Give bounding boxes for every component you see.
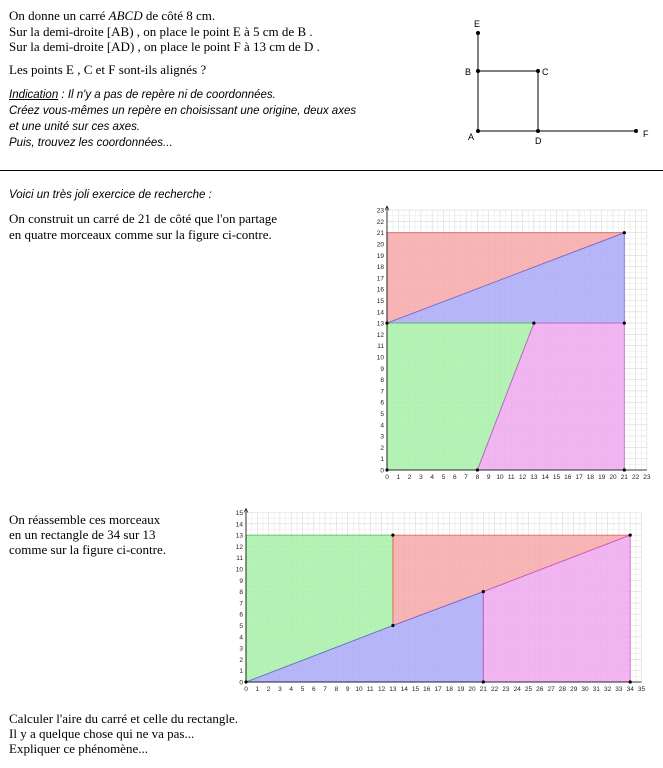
x-tick-label: 16: [423, 686, 431, 693]
y-tick-label: 0: [239, 679, 243, 687]
x-tick-label: 7: [464, 474, 468, 481]
vertex-dot: [629, 534, 632, 537]
x-tick-label: 12: [518, 474, 527, 481]
y-tick-label: 17: [376, 275, 384, 283]
x-tick-label: 32: [603, 686, 612, 693]
x-tick-label: 20: [468, 686, 476, 693]
problem1-line2: Sur la demi-droite [AB) , on place le point E à 5 cm de B .: [9, 24, 313, 39]
y-tick-label: 10: [235, 566, 243, 574]
x-tick-label: 27: [547, 686, 555, 693]
x-tick-label: 4: [430, 474, 435, 481]
problem1-hint3: et une unité sur ces axes.: [9, 121, 141, 133]
x-tick-label: 13: [389, 686, 397, 693]
x-tick-label: 7: [323, 686, 327, 693]
problem1-hint2: Créez vous-mêmes un repère en choisissant une origine, deux axes: [9, 105, 357, 117]
y-tick-label: 14: [235, 521, 243, 529]
x-tick-label: 18: [586, 474, 595, 481]
y-tick-label: 9: [239, 577, 243, 585]
x-tick-label: 25: [524, 686, 533, 693]
y-tick-label: 21: [376, 230, 384, 238]
x-tick-label: 22: [631, 474, 640, 481]
problem1-line1: On donne un carré ABCD de côté 8 cm.: [9, 8, 216, 23]
x-tick-label: 33: [615, 686, 623, 693]
problem1-hint4: Puis, trouvez les coordonnées...: [9, 137, 173, 149]
x-tick-label: 24: [513, 686, 521, 693]
y-tick-label: 15: [235, 510, 243, 517]
x-tick-label: 14: [541, 474, 549, 481]
y-tick-label: 4: [239, 634, 243, 642]
x-tick-label: 2: [407, 474, 412, 481]
x-tick-label: 17: [434, 686, 442, 693]
question-2: Il y a quelque chose qui ne va pas...: [9, 726, 195, 741]
x-tick-label: 26: [536, 686, 544, 693]
y-tick-label: 13: [235, 532, 243, 540]
y-tick-label: 22: [376, 218, 384, 226]
x-tick-label: 5: [300, 686, 305, 693]
square-text-line1: On construit un carré de 21 de côté que l'on partage: [9, 211, 278, 226]
x-tick-label: 19: [457, 686, 465, 693]
x-tick-label: 9: [345, 686, 350, 693]
x-tick-label: 35: [637, 686, 646, 693]
label-E: E: [474, 19, 481, 29]
y-tick-label: 14: [376, 309, 384, 317]
y-tick-label: 12: [235, 543, 243, 551]
y-tick-label: 9: [380, 365, 384, 373]
x-tick-label: 28: [558, 686, 567, 693]
y-tick-label: 3: [239, 645, 243, 653]
y-tick-label: 2: [239, 656, 243, 664]
x-tick-label: 8: [475, 474, 480, 481]
label-B: B: [465, 67, 472, 77]
x-tick-label: 0: [385, 474, 389, 481]
vertex-dot: [244, 680, 247, 683]
x-tick-label: 29: [570, 686, 578, 693]
x-tick-label: 10: [496, 474, 504, 481]
y-tick-label: 1: [380, 456, 384, 464]
x-tick-label: 19: [598, 474, 606, 481]
x-tick-label: 11: [507, 474, 515, 481]
y-tick-label: 7: [380, 388, 384, 396]
x-tick-label: 9: [486, 474, 491, 481]
y-tick-label: 11: [236, 555, 243, 563]
x-tick-label: 34: [626, 686, 634, 693]
y-tick-label: 6: [239, 611, 243, 619]
x-tick-label: 23: [502, 686, 510, 693]
y-tick-label: 0: [380, 467, 384, 475]
y-tick-label: 15: [376, 298, 384, 305]
y-tick-label: 23: [376, 207, 384, 215]
problem1-line3: Sur la demi-droite [AD) , on place le point F à 13 cm de D .: [9, 39, 320, 54]
x-tick-label: 12: [377, 686, 386, 693]
x-tick-label: 23: [643, 474, 651, 481]
x-tick-label: 15: [411, 686, 420, 693]
y-tick-label: 16: [376, 286, 384, 294]
y-tick-label: 3: [380, 433, 384, 441]
x-tick-label: 6: [311, 686, 316, 693]
rect-text-line3: comme sur la figure ci-contre.: [9, 542, 167, 557]
square-text-line2: en quatre morceaux comme sur la figure ci-contre.: [9, 227, 272, 242]
x-tick-label: 30: [581, 686, 589, 693]
x-tick-label: 2: [266, 686, 271, 693]
y-tick-label: 2: [380, 444, 384, 452]
question-3: Expliquer ce phénomène...: [9, 741, 148, 756]
x-tick-label: 4: [289, 686, 294, 693]
label-F: F: [643, 129, 649, 139]
x-tick-label: 22: [490, 686, 499, 693]
y-tick-label: 20: [376, 241, 384, 249]
y-tick-label: 8: [380, 377, 384, 385]
x-tick-label: 21: [620, 474, 628, 481]
x-tick-label: 17: [575, 474, 583, 481]
x-tick-label: 8: [334, 686, 339, 693]
x-tick-label: 21: [479, 686, 487, 693]
y-tick-label: 10: [376, 354, 384, 362]
indication-label: Indication: [9, 89, 59, 101]
vertex-dot: [391, 534, 394, 537]
y-tick-label: 8: [239, 589, 243, 597]
y-tick-label: 1: [239, 668, 243, 676]
y-tick-label: 4: [380, 422, 384, 430]
vertex-dot: [629, 680, 632, 683]
x-tick-label: 14: [400, 686, 408, 693]
rect-text-line2: en un rectangle de 34 sur 13: [9, 527, 156, 542]
x-tick-label: 18: [445, 686, 454, 693]
problem2-intro: Voici un très joli exercice de recherche :: [9, 189, 212, 201]
y-tick-label: 11: [377, 343, 384, 351]
vertex-dot: [482, 590, 485, 593]
y-tick-label: 5: [380, 411, 384, 418]
x-tick-label: 1: [396, 474, 401, 481]
x-tick-label: 10: [355, 686, 363, 693]
x-tick-label: 5: [441, 474, 446, 481]
y-tick-label: 6: [380, 399, 384, 407]
x-tick-label: 31: [592, 686, 600, 693]
y-tick-label: 19: [376, 252, 384, 260]
y-tick-label: 12: [376, 331, 384, 339]
x-tick-label: 16: [564, 474, 572, 481]
label-D: D: [535, 136, 542, 146]
label-A: A: [468, 132, 475, 142]
label-C: C: [542, 67, 549, 77]
x-tick-label: 3: [419, 474, 423, 481]
x-tick-label: 1: [255, 686, 260, 693]
y-tick-label: 7: [239, 600, 243, 608]
x-tick-label: 11: [366, 686, 374, 693]
problem1-question: Les points E , C et F sont-ils alignés ?: [9, 62, 207, 77]
vertex-dot: [391, 624, 394, 627]
y-tick-label: 18: [376, 264, 384, 272]
y-tick-label: 13: [376, 320, 384, 328]
problem1-indication: Indication : Il n'y a pas de repère ni de coordonnées.: [9, 89, 276, 101]
rect-text-line1: On réassemble ces morceaux: [9, 512, 161, 527]
x-tick-label: 20: [609, 474, 617, 481]
question-1: Calculer l'aire du carré et celle du rectangle.: [9, 711, 238, 726]
x-tick-label: 13: [530, 474, 538, 481]
x-tick-label: 3: [278, 686, 282, 693]
x-tick-label: 0: [244, 686, 248, 693]
x-tick-label: 6: [452, 474, 457, 481]
vertex-dot: [482, 680, 485, 683]
x-tick-label: 15: [552, 474, 561, 481]
y-tick-label: 5: [239, 623, 243, 630]
